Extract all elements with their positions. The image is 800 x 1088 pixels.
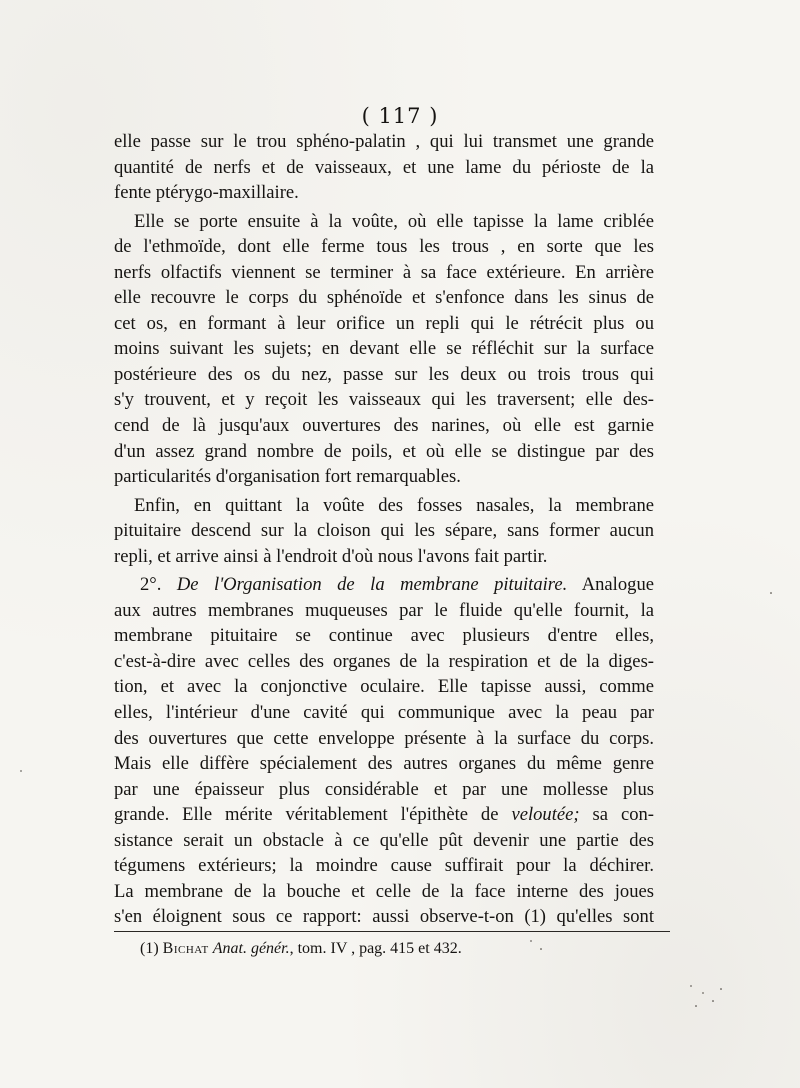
text-line: fente ptérygo-maxillaire. bbox=[114, 182, 299, 204]
text-line: des ouvertures que cette enveloppe présente à la surface du corps. bbox=[114, 727, 654, 749]
paragraph-1 bbox=[114, 129, 654, 206]
paper-speck bbox=[770, 592, 772, 594]
text-line: tion, et avec la conjonctive oculaire. Elle tapisse aussi, comme bbox=[114, 676, 654, 698]
emphasized-word: veloutée; bbox=[511, 804, 580, 826]
paragraph-4 bbox=[114, 572, 654, 930]
text-line: s'y trouvent, et y reçoit les vaisseaux qui les traversent; elle des- bbox=[114, 389, 654, 411]
paragraph-2 bbox=[114, 209, 654, 490]
text-fragment: grande. Elle mérite véritablement l'épithète de bbox=[114, 804, 499, 826]
text-line: moins suivant les sujets; en devant elle se réfléchit sur la surface bbox=[114, 338, 654, 360]
paper-speck bbox=[720, 988, 722, 990]
text-line: La membrane de la bouche et celle de la face interne des joues bbox=[114, 880, 654, 902]
section-heading: De l'Organisation de la membrane pituitaire. bbox=[176, 574, 568, 596]
text-line: tégumens extérieurs; la moindre cause suffirait pour la déchirer. bbox=[114, 855, 654, 877]
text-line: Elle se porte ensuite à la voûte, où elle tapisse la lame criblée bbox=[134, 210, 654, 232]
footnote-author: Bichat bbox=[162, 940, 209, 957]
text-line: Mais elle diffère spécialement des autres organes du même genre bbox=[114, 753, 654, 775]
paragraph-3 bbox=[114, 493, 654, 570]
text-line: postérieure des os du nez, passe sur les deux ou trois trous qui bbox=[114, 363, 654, 385]
text-line: Enfin, en quittant la voûte des fosses nasales, la membrane bbox=[134, 494, 654, 516]
text-line: repli, et arrive ainsi à l'endroit d'où nous l'avons fait partir. bbox=[114, 545, 548, 567]
text-line: membrane pituitaire se continue avec plusieurs d'entre elles, bbox=[114, 625, 654, 647]
text-line: c'est-à-dire avec celles des organes de la respiration et de la diges- bbox=[114, 650, 654, 672]
text-line: d'un assez grand nombre de poils, et où elle se distingue par des bbox=[114, 440, 654, 462]
footnote-divider bbox=[114, 931, 670, 932]
section-number: 2°. bbox=[140, 574, 162, 596]
text-line: elle recouvre le corps du sphénoïde et s'enfonce dans les sinus de bbox=[114, 287, 654, 309]
paper-speck bbox=[530, 940, 532, 942]
paper-speck bbox=[540, 948, 542, 950]
footnote-work: Anat. génér. bbox=[212, 940, 290, 957]
text-line: quantité de nerfs et de vaisseaux, et une lame du périoste de la bbox=[114, 156, 654, 178]
footnote-reference: , tom. IV , pag. 415 et 432. bbox=[289, 940, 462, 957]
text-line: s'en éloignent sous ce rapport: aussi observe-t-on (1) qu'elles sont bbox=[114, 906, 654, 928]
text-fragment: sa con- bbox=[592, 804, 654, 826]
body-text bbox=[114, 129, 654, 930]
text-line: elles, l'intérieur d'une cavité qui communique avec la peau par bbox=[114, 702, 654, 724]
paper-speck bbox=[20, 770, 22, 772]
text-line-with-italic bbox=[114, 802, 654, 828]
text-fragment: Analogue bbox=[581, 574, 654, 596]
text-line: nerfs olfactifs viennent se terminer à sa face extérieure. En arrière bbox=[114, 261, 654, 283]
text-line: cend de là jusqu'aux ouvertures des narines, où elle est garnie bbox=[114, 415, 654, 437]
text-line: particularités d'organisation fort remarquables. bbox=[114, 466, 461, 488]
text-line: aux autres membranes muqueuses par le fluide qu'elle fournit, la bbox=[114, 599, 654, 621]
text-line: cet os, en formant à leur orifice un repli qui le rétrécit plus ou bbox=[114, 312, 654, 334]
paper-speck bbox=[690, 985, 692, 987]
text-line: sistance serait un obstacle à ce qu'elle pût devenir une partie des bbox=[114, 829, 654, 851]
footnote bbox=[140, 940, 462, 958]
text-line: elle passe sur le trou sphéno-palatin , qui lui transmet une grande bbox=[114, 131, 654, 152]
text-line: pituitaire descend sur la cloison qui les sépare, sans former aucun bbox=[114, 520, 654, 542]
footnote-marker: (1) bbox=[140, 940, 159, 957]
paper-speck bbox=[695, 1005, 697, 1007]
paper-speck bbox=[702, 992, 704, 994]
paper-speck bbox=[712, 1000, 714, 1002]
text-line: de l'ethmoïde, dont elle ferme tous les trous , en sorte que les bbox=[114, 236, 654, 258]
section-heading-line bbox=[114, 572, 654, 598]
page-number: ( 117 ) bbox=[361, 104, 439, 128]
text-line: par une épaisseur plus considérable et par une mollesse plus bbox=[114, 778, 654, 800]
